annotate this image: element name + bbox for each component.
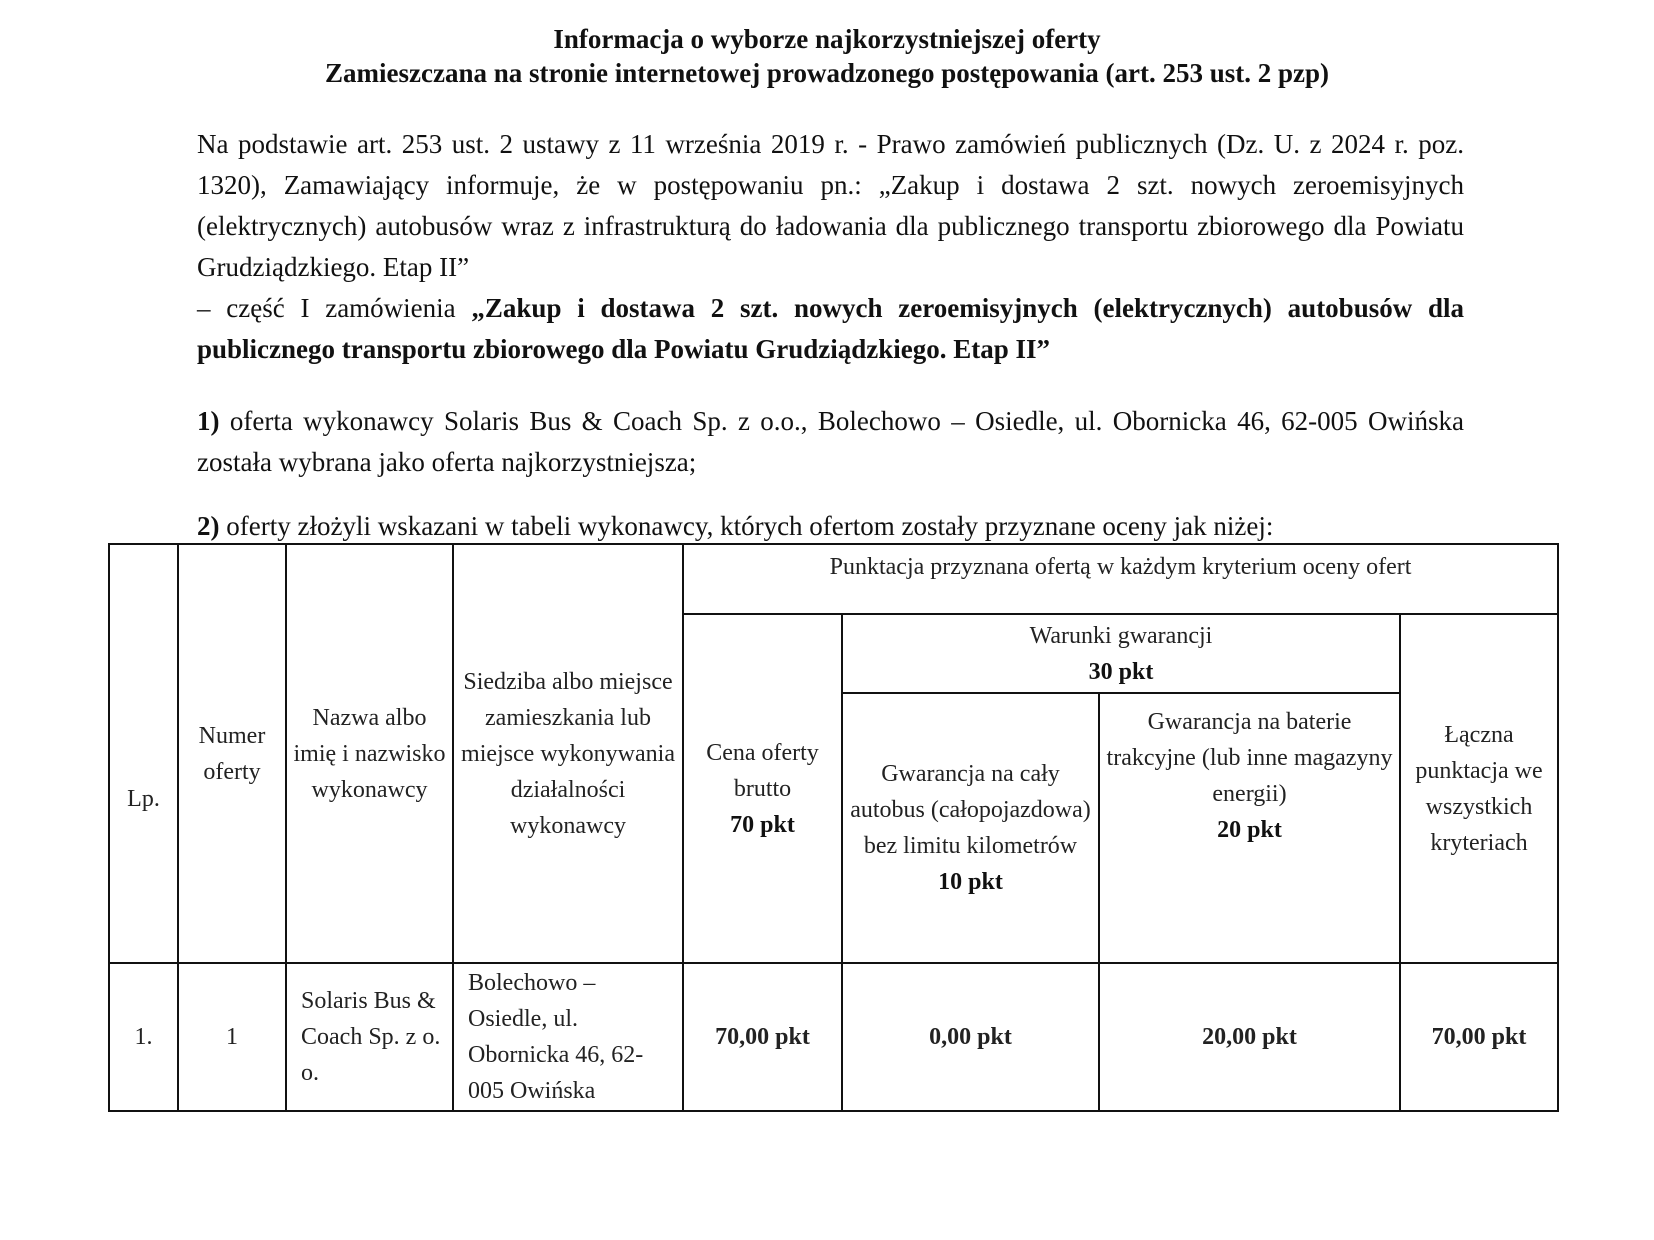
results-table xyxy=(108,543,1559,1112)
cell-total: 70,00 pkt xyxy=(1400,963,1558,1111)
item-2-number: 2) xyxy=(197,511,220,541)
part-prefix: – część I zamówienia xyxy=(197,293,472,323)
part-title: „Zakup i dostawa 2 szt. nowych zeroemisyjnych (elektrycznych) autobusów dla publicznego transportu zbiorowego dla Powiatu Grudziądzkiego. Etap II” xyxy=(197,293,1464,364)
header-warranty-battery-label: Gwarancja na baterie trakcyjne (lub inne magazyny energii) xyxy=(1106,709,1393,807)
header-warranty-bus xyxy=(842,693,1099,963)
header-seat: Siedziba albo miejsce zamieszkania lub miejsce wykonywania działalności wykonawcy xyxy=(453,544,683,963)
header-lp: Lp. xyxy=(109,544,178,963)
cell-seat: Bolechowo – Osiedle, ul. Obornicka 46, 62-005 Owińska xyxy=(453,963,683,1111)
header-scoring: Punktacja przyznana ofertą w każdym kryterium oceny ofert xyxy=(683,544,1558,614)
intro-part xyxy=(197,288,1464,370)
cell-offer-number: 1 xyxy=(178,963,286,1111)
header-warranty-bus-label: Gwarancja na cały autobus (całopojazdowa) bez limitu kilometrów xyxy=(850,761,1091,859)
table-row xyxy=(109,963,1558,1111)
item-1-text: oferta wykonawcy Solaris Bus & Coach Sp. z o.o., Bolechowo – Osiedle, ul. Obornicka 46, 62-005 Owińska została wybrana jako oferta najkorzystniejsza; xyxy=(197,406,1464,477)
header-warranty-battery-pts: 20 pkt xyxy=(1217,817,1282,843)
cell-price: 70,00 pkt xyxy=(683,963,842,1111)
header-price-pts: 70 pkt xyxy=(730,811,795,838)
header-warranty-battery xyxy=(1099,693,1400,963)
intro-paragraph xyxy=(197,124,1464,370)
intro-text: Na podstawie art. 253 ust. 2 ustawy z 11 września 2019 r. - Prawo zamówień publicznych (Dz. U. z 2024 r. poz. 1320), Zamawiający informuje, że w postępowaniu pn.: „Zakup i dostawa 2 szt. nowych zeroemisyjnych (elektrycznych) autobusów wraz z infrastrukturą do ładowania dla publicznego transportu zbiorowego dla Powiatu Grudziądzkiego. Etap II” xyxy=(197,129,1464,282)
cell-lp: 1. xyxy=(109,963,178,1111)
header-warranty-bus-pts: 10 pkt xyxy=(938,869,1003,895)
header-price xyxy=(683,614,842,963)
cell-warranty-battery: 20,00 pkt xyxy=(1099,963,1400,1111)
document-title: Informacja o wyborze najkorzystniejszej oferty xyxy=(553,24,1101,54)
item-2 xyxy=(197,506,1464,547)
cell-name: Solaris Bus & Coach Sp. z o. o. xyxy=(286,963,453,1111)
item-1 xyxy=(197,401,1464,483)
header-offer-number: Numer oferty xyxy=(178,544,286,963)
header-total: Łączna punktacja we wszystkich kryteriach xyxy=(1400,614,1558,963)
header-warranty xyxy=(842,614,1400,693)
header-warranty-pts: 30 pkt xyxy=(1088,658,1154,685)
header-name: Nazwa albo imię i nazwisko wykonawcy xyxy=(286,544,453,963)
item-2-text: oferty złożyli wskazani w tabeli wykonawcy, których ofertom zostały przyznane oceny jak niżej: xyxy=(219,511,1274,541)
header-warranty-label: Warunki gwarancji xyxy=(1029,622,1213,649)
item-1-number: 1) xyxy=(197,406,220,436)
cell-warranty-bus: 0,00 pkt xyxy=(842,963,1099,1111)
header-price-label: Cena oferty brutto xyxy=(706,739,819,802)
document-subtitle: Zamieszczana na stronie internetowej prowadzonego postępowania (art. 253 ust. 2 pzp) xyxy=(325,58,1329,88)
